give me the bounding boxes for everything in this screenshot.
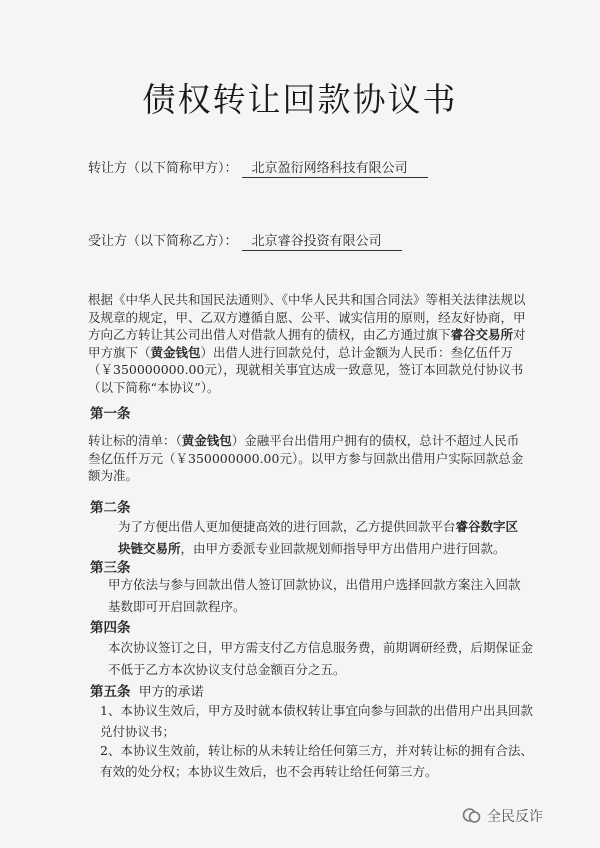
party-a-label: 转让方（以下简称甲方）：	[88, 161, 238, 176]
preamble-text: 根据《中华人民共和国民法通则》、《中华人民共和国合同法》等相关法律法规以及规章的规定，甲、乙双方遵循自愿、公平、诚实信用的原则，经友好协商，甲方向乙方转让其公司出借人对借款人拥有的债权，由乙方通过旗下	[88, 292, 526, 342]
party-b-name: 北京睿谷投资有限公司	[242, 230, 402, 251]
article-4-heading: 第四条	[90, 620, 131, 636]
article-5-heading-line	[90, 680, 204, 700]
party-a-name: 北京盈衍网络科技有限公司	[242, 157, 428, 178]
article-text: ）金融平台出借用户拥有的债权，总计不超过人民币叁亿伍仟万元（￥350000000.00元）。以甲方参与回款出借用户实际回款总金额为准。	[88, 433, 524, 483]
article-3-text: 甲方依法与参与回款出借人签订回款协议，出借用户选择回款方案注入回款基数即可开启回款程序。	[108, 577, 521, 614]
preamble-text: ）出借人进行回款兑付，总计金额为人民币：叁亿伍仟万（￥350000000.00元），现就相关事宜达成一致意见，签订本回款兑付协议书（以下简称“本协议”）。	[88, 344, 524, 395]
article-1-heading: 第一条	[90, 406, 131, 422]
preamble-paragraph	[88, 291, 528, 396]
article-text: 转让标的清单：（	[88, 433, 182, 448]
party-b-line	[88, 230, 402, 251]
party-b-label: 受让方（以下简称乙方）：	[88, 234, 238, 249]
document-title: 债权转让回款协议书	[142, 80, 458, 119]
article-text: ，由甲方委派专业回款规划师指导甲方出借用户进行回款。	[180, 541, 506, 556]
article-5-subheading: 甲方的承诺	[138, 685, 204, 700]
watermark	[462, 806, 543, 826]
article-1-text	[88, 432, 528, 485]
preamble-text: 对甲方旗下（	[88, 327, 526, 360]
article-4-text: 本次协议签订之日，甲方需支付乙方信息服务费，前期调研经费，后期保证金不低于乙方本次协议支付总金额百分之五。	[108, 640, 534, 677]
article-5-item-2: 2、本协议生效前，转让标的从未转让给任何第三方，并对转让标的拥有合法、有效的处分权；本协议生效后，也不会再转让给任何第三方。	[100, 743, 533, 779]
article-text: 为了方便出借人更加便捷高效的进行回款，乙方提供回款平台	[118, 519, 456, 534]
article-2-text	[118, 516, 530, 560]
wechat-official-account-icon	[462, 807, 482, 825]
article-1-highlight: 黄金钱包	[181, 433, 232, 448]
article-2-heading: 第二条	[90, 500, 131, 516]
article-5-heading: 第五条	[90, 684, 131, 700]
preamble-highlight-exchange: 睿谷交易所	[450, 327, 514, 342]
watermark-text: 全民反诈	[487, 809, 543, 825]
preamble-highlight-wallet: 黄金钱包	[150, 344, 201, 360]
article-3-heading: 第三条	[90, 560, 131, 576]
party-a-line	[88, 157, 428, 178]
article-5-item-1: 1、本协议生效后，甲方及时就本债权转让事宜向参与回款的出借用户出具回款兑付协议书；	[100, 703, 533, 739]
article-2-highlight: 睿谷数字区块链交易所	[118, 519, 519, 556]
